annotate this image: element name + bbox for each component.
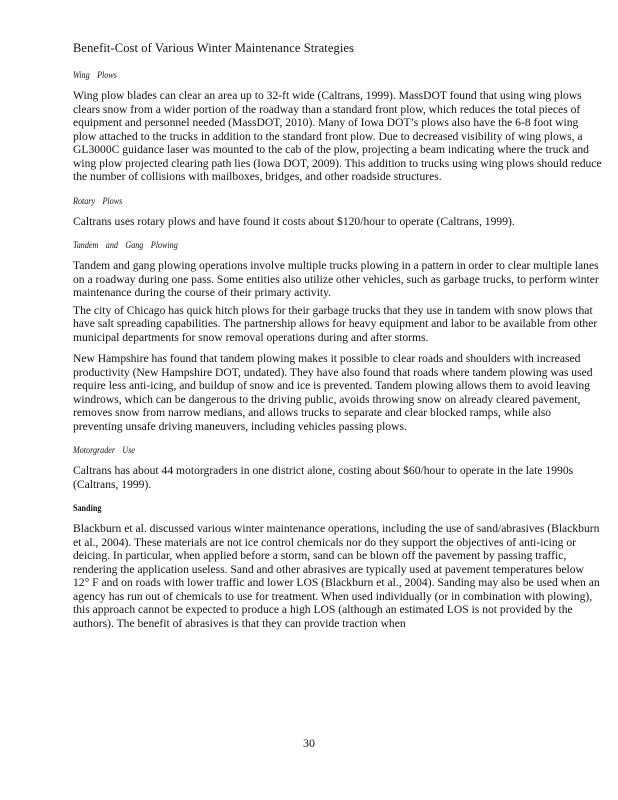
heading-tandem-gang-plowing: Tandem and Gang Plowing: [73, 240, 178, 250]
paragraph-sanding: Blackburn et al. discussed various winter maintenance operations, including the use of sand/abrasives (Blackburn et al., 2004). These materials are not ice control chemicals nor do they support the objectives of anti-icing or deicing. In particular, when applied before a storm, sand can be blown off the pavement by passing traffic, rendering the application useless. Sand and other abrasives are typically used at pavement temperatures below 12° F and on roads with lower traffic and lower LOS (Blackburn et al., 2004). Sanding may also be used when an agency has run out of chemicals to use for treatment. When used individually (or in combination with plowing), this approach cannot be expected to produce a high LOS (although an estimated LOS is not provided by the authors). The benefit of abrasives is that they can provide traction when: [73, 522, 600, 630]
heading-sanding: Sanding: [73, 503, 102, 513]
page-body: [73, 70, 603, 642]
paragraph-tandem-3: New Hampshire has found that tandem plowing makes it possible to clear roads and shoulders with increased productivity (New Hampshire DOT, undated). They have also found that roads where tandem plowing was used require less anti-icing, and buildup of snow and ice is prevented. Tandem plowing allows them to avoid leaving windrows, which can be dangerous to the driving public, avoids throwing snow on already cleared pavement, removes snow from narrow medians, and allows trucks to separate and clear blocked ramps, while also preventing unsafe driving maneuvers, including vehicles passing plows.: [73, 352, 593, 433]
running-header: Benefit-Cost of Various Winter Maintenance Strategies: [73, 41, 355, 55]
paragraph-motorgrader: Caltrans has about 44 motorgraders in one district alone, costing about $60/hour to operate in the late 1990s (Caltrans, 1999).: [73, 464, 574, 491]
paragraph-tandem-2: The city of Chicago has quick hitch plows for their garbage trucks that they use in tandem with snow plows that have salt spreading capabilities. The partnership allows for heavy equipment and labor to be available from other municipal departments for snow removal operations during and after storms.: [73, 303, 598, 344]
paragraph-rotary-plows: Caltrans uses rotary plows and have found it costs about $120/hour to operate (Caltrans, 1999).: [73, 214, 515, 228]
paragraph-tandem-1: Tandem and gang plowing operations involve multiple trucks plowing in a pattern in order to clear multiple lanes on a roadway during one pass. Some entities also utilize other vehicles, such as garbage trucks, to perform winter maintenance during the course of their primary activity.: [73, 259, 599, 299]
page-number: 30: [303, 736, 315, 750]
heading-rotary-plows: Rotary Plows: [73, 195, 123, 206]
heading-wing-plows: Wing Plows: [73, 70, 117, 80]
paragraph-wing-plows: Wing plow blades can clear an area up to 32-ft wide (Caltrans, 1999). MassDOT found that using wing plows clears snow from a wider portion of the roadway than a standard front plow, which reduces the total pieces of equipment and personnel needed (MassDOT, 2010). Many of Iowa DOT’s plows also have the 6-8 foot wing plow attached to the trucks in addition to the standard front plow. Due to decreased visibility of wing plows, a GL3000C guidance laser was mounted to the cab of the plow, projecting a beam indicating where the truck and wing plow projected clearing path lies (Iowa DOT, 2009). This addition to trucks using wing plows should reduce the number of collisions with mailboxes, bridges, and other roadside structures.: [73, 89, 602, 183]
heading-motorgrader-use: Motorgrader Use: [73, 445, 136, 455]
